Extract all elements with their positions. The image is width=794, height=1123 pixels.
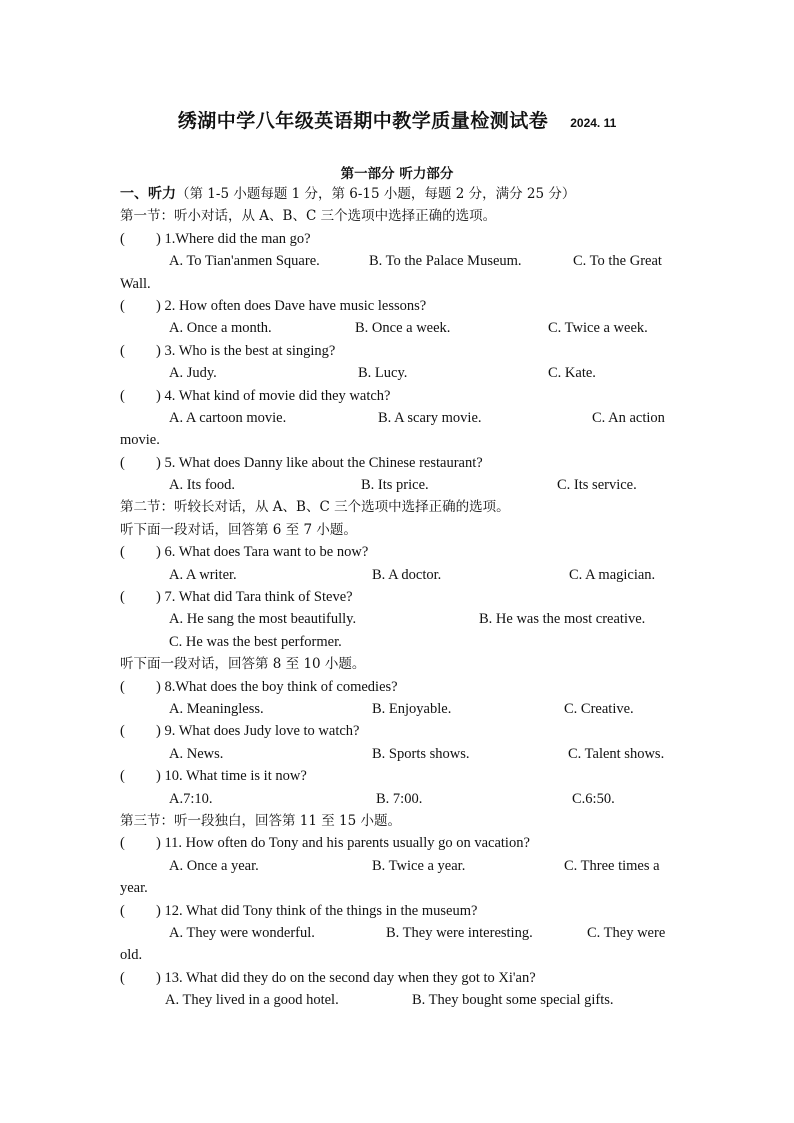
answer-blank[interactable]: ( bbox=[120, 342, 125, 359]
option-a[interactable]: A. Once a month. bbox=[169, 320, 272, 337]
answer-blank[interactable]: ( bbox=[120, 969, 125, 986]
options-5 bbox=[120, 474, 678, 496]
options-3 bbox=[120, 362, 678, 384]
option-wrap: Wall. bbox=[120, 275, 151, 292]
option-a[interactable]: A. A cartoon movie. bbox=[169, 409, 287, 426]
option-a[interactable]: A. Once a year. bbox=[169, 857, 259, 874]
options-1 bbox=[120, 250, 678, 272]
section-heading-note: （第 1-5 小题每题 1 分，第 6-15 小题，每题 2 分，满分 25 分） bbox=[176, 186, 576, 202]
question-text: ) 4. What kind of movie did they watch? bbox=[156, 387, 391, 404]
section-heading-label: 一、听力 bbox=[120, 186, 176, 202]
options-7-cont bbox=[120, 631, 678, 653]
option-a[interactable]: A. A writer. bbox=[169, 566, 237, 583]
option-b[interactable]: B. A doctor. bbox=[372, 566, 442, 583]
question-text: ) 1.Where did the man go? bbox=[156, 230, 311, 247]
exam-title: 绣湖中学八年级英语期中教学质量检测试卷 bbox=[177, 110, 549, 132]
question-text: ) 2. How often does Dave have music lessons? bbox=[156, 297, 427, 314]
option-b[interactable]: B. Twice a year. bbox=[372, 857, 466, 874]
question-9 bbox=[120, 720, 678, 742]
option-b[interactable]: B. Once a week. bbox=[355, 320, 451, 337]
options-13 bbox=[120, 989, 678, 1011]
option-a[interactable]: A. To Tian'anmen Square. bbox=[169, 253, 320, 270]
options-10 bbox=[120, 788, 678, 810]
question-13 bbox=[120, 967, 678, 989]
option-c[interactable]: C. To the Great bbox=[573, 253, 662, 270]
option-c[interactable]: C. An action bbox=[592, 409, 665, 426]
answer-blank[interactable]: ( bbox=[120, 835, 125, 852]
question-text: ) 9. What does Judy love to watch? bbox=[156, 723, 360, 740]
option-a[interactable]: A. Its food. bbox=[169, 477, 236, 494]
option-b[interactable]: B. Sports shows. bbox=[372, 745, 470, 762]
options-2 bbox=[120, 317, 678, 339]
option-b[interactable]: B. 7:00. bbox=[376, 790, 423, 807]
question-10 bbox=[120, 765, 678, 787]
option-wrap: old. bbox=[120, 947, 143, 964]
options-9 bbox=[120, 743, 678, 765]
question-text: ) 3. Who is the best at singing? bbox=[156, 342, 336, 359]
answer-blank[interactable]: ( bbox=[120, 387, 125, 404]
question-text: ) 13. What did they do on the second day when they got to Xi'an? bbox=[156, 969, 536, 986]
option-a[interactable]: A.7:10. bbox=[169, 790, 213, 807]
option-c[interactable]: C. Talent shows. bbox=[568, 745, 665, 762]
option-c[interactable]: C. Three times a bbox=[564, 857, 660, 874]
answer-blank[interactable]: ( bbox=[120, 723, 125, 740]
section-heading bbox=[120, 183, 678, 205]
question-4 bbox=[120, 385, 678, 407]
question-text: ) 6. What does Tara want to be now? bbox=[156, 544, 369, 561]
option-c[interactable]: C.6:50. bbox=[572, 790, 615, 807]
question-11 bbox=[120, 832, 678, 854]
answer-blank[interactable]: ( bbox=[120, 454, 125, 471]
option-b[interactable]: B. A scary movie. bbox=[378, 409, 482, 426]
part-title: 第一部分 听力部分 bbox=[340, 166, 454, 182]
question-2 bbox=[120, 295, 678, 317]
option-a[interactable]: A. They lived in a good hotel. bbox=[165, 992, 339, 1009]
question-text: ) 10. What time is it now? bbox=[156, 768, 307, 785]
option-c[interactable]: C. Creative. bbox=[564, 700, 634, 717]
option-c[interactable]: C. Kate. bbox=[548, 365, 596, 382]
option-b[interactable]: B. He was the most creative. bbox=[479, 611, 646, 628]
option-b[interactable]: B. They bought some special gifts. bbox=[412, 992, 614, 1009]
option-b[interactable]: B. To the Palace Museum. bbox=[369, 253, 522, 270]
answer-blank[interactable]: ( bbox=[120, 768, 125, 785]
answer-blank[interactable]: ( bbox=[120, 297, 125, 314]
question-text: ) 11. How often do Tony and his parents usually go on vacation? bbox=[156, 835, 530, 852]
question-1 bbox=[120, 228, 678, 250]
options-4 bbox=[120, 407, 678, 429]
option-a[interactable]: A. Meaningless. bbox=[169, 700, 264, 717]
part1-instruction: 第一节：听小对话，从 A、B、C 三个选项中选择正确的选项。 bbox=[120, 208, 497, 225]
option-b[interactable]: B. Its price. bbox=[361, 477, 429, 494]
options-11 bbox=[120, 855, 678, 877]
option-c[interactable]: C. Its service. bbox=[557, 477, 637, 494]
option-b[interactable]: B. Lucy. bbox=[358, 365, 408, 382]
title-row bbox=[0, 106, 794, 133]
part2-instruction: 第二节：听较长对话，从 A、B、C 三个选项中选择正确的选项。 bbox=[120, 499, 510, 516]
option-a[interactable]: A. He sang the most beautifully. bbox=[169, 611, 357, 628]
listening-section bbox=[120, 183, 678, 1011]
options-6 bbox=[120, 564, 678, 586]
question-text: ) 5. What does Danny like about the Chinese restaurant? bbox=[156, 454, 483, 471]
option-c[interactable]: C. They were bbox=[587, 924, 666, 941]
question-7 bbox=[120, 586, 678, 608]
question-8 bbox=[120, 676, 678, 698]
question-text: ) 12. What did Tony think of the things in the museum? bbox=[156, 902, 478, 919]
option-a[interactable]: A. They were wonderful. bbox=[169, 924, 315, 941]
option-c[interactable]: C. A magician. bbox=[569, 566, 656, 583]
options-7 bbox=[120, 608, 678, 630]
question-text: ) 7. What did Tara think of Steve? bbox=[156, 589, 353, 606]
options-12 bbox=[120, 922, 678, 944]
answer-blank[interactable]: ( bbox=[120, 902, 125, 919]
answer-blank[interactable]: ( bbox=[120, 544, 125, 561]
dialogue-group-2: 听下面一段对话，回答第 8 至 10 小题。 bbox=[120, 656, 366, 673]
part3-instruction: 第三节：听一段独白，回答第 11 至 15 小题。 bbox=[120, 812, 402, 829]
dialogue-group-1: 听下面一段对话，回答第 6 至 7 小题。 bbox=[120, 521, 357, 538]
option-c[interactable]: C. He was the best performer. bbox=[169, 633, 342, 650]
option-b[interactable]: B. Enjoyable. bbox=[372, 700, 452, 717]
question-5 bbox=[120, 452, 678, 474]
question-6 bbox=[120, 541, 678, 563]
answer-blank[interactable]: ( bbox=[120, 589, 125, 606]
option-a[interactable]: A. News. bbox=[169, 745, 224, 762]
option-a[interactable]: A. Judy. bbox=[169, 365, 217, 382]
option-c[interactable]: C. Twice a week. bbox=[548, 320, 648, 337]
question-text: ) 8.What does the boy think of comedies? bbox=[156, 678, 398, 695]
option-b[interactable]: B. They were interesting. bbox=[386, 924, 533, 941]
exam-date: 2024. 11 bbox=[570, 116, 617, 130]
option-wrap: year. bbox=[120, 880, 148, 897]
question-12 bbox=[120, 900, 678, 922]
answer-blank[interactable]: ( bbox=[120, 678, 125, 695]
options-8 bbox=[120, 698, 678, 720]
option-wrap: movie. bbox=[120, 432, 160, 449]
answer-blank[interactable]: ( bbox=[120, 230, 125, 247]
question-3 bbox=[120, 340, 678, 362]
